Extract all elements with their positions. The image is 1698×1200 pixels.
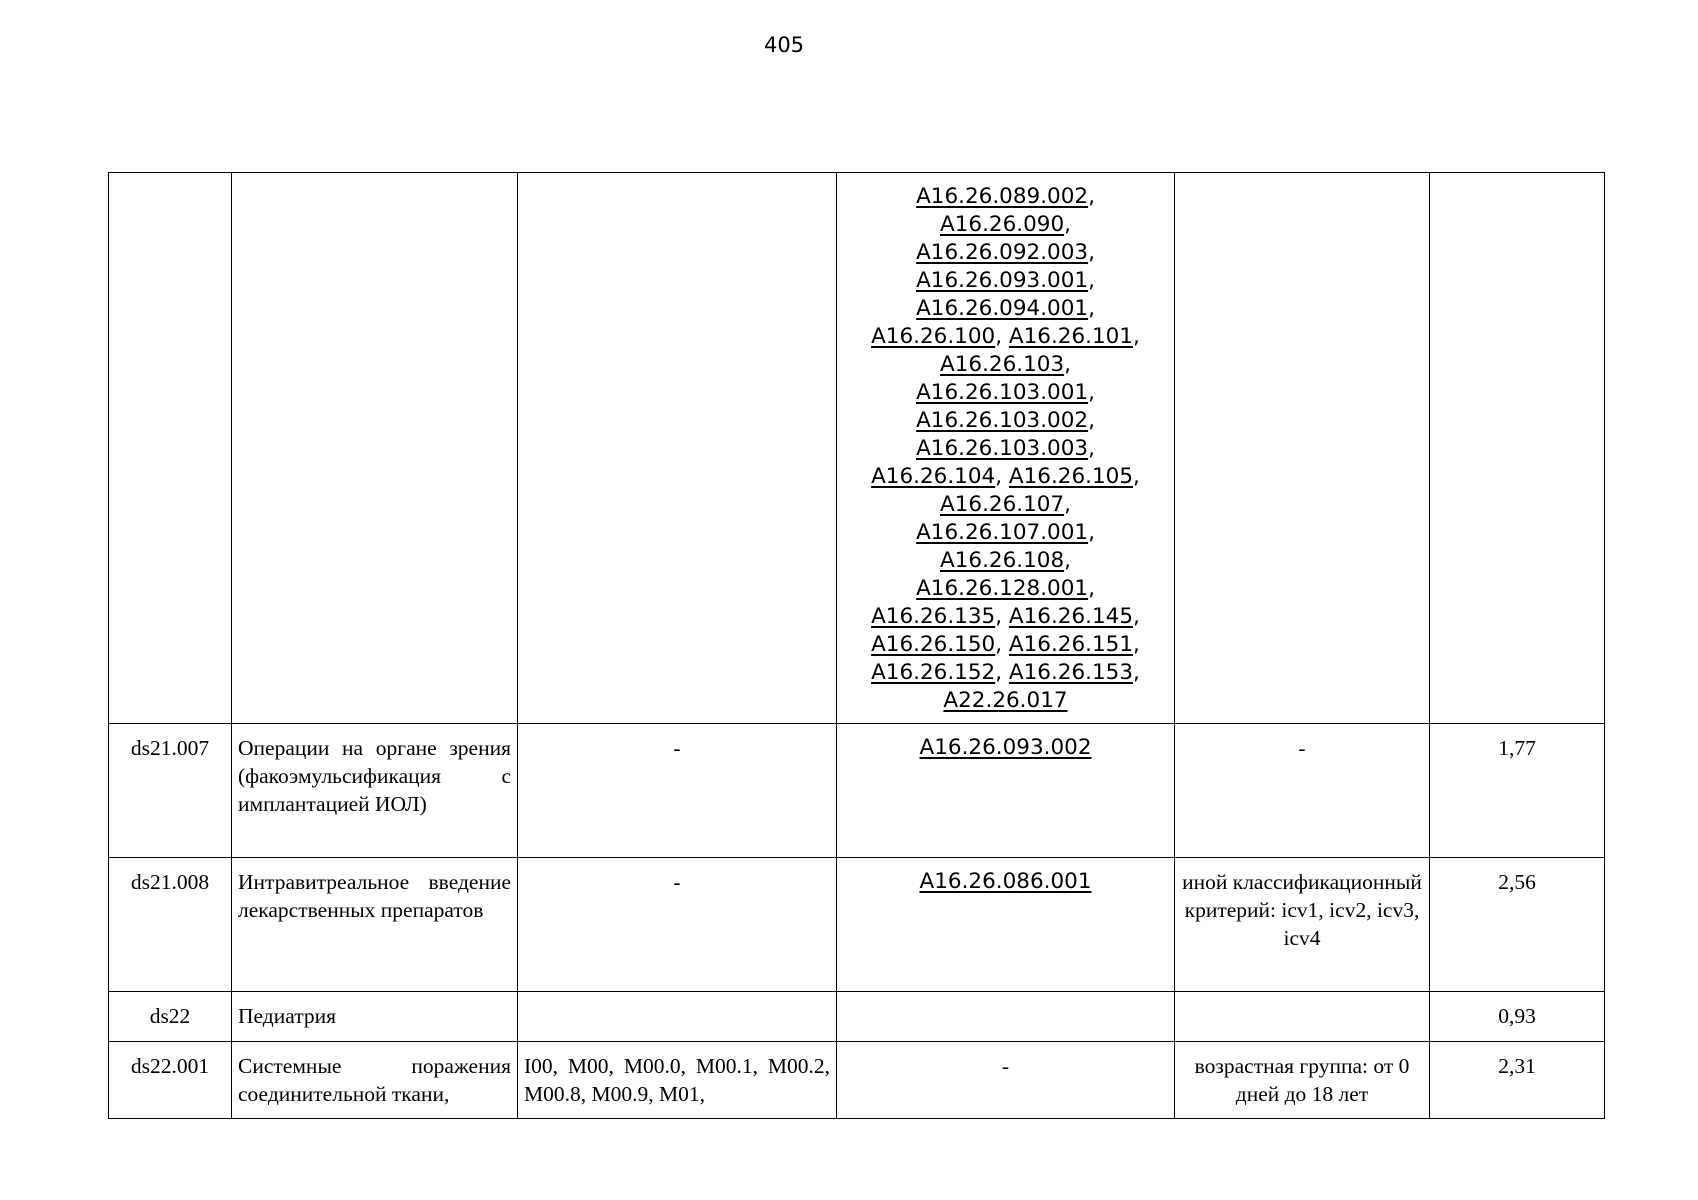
table-row — [109, 858, 1605, 992]
service-code-link[interactable]: А16.26.090 — [940, 212, 1065, 237]
service-code-line: А16.26.135, А16.26.145, — [871, 604, 1140, 629]
cell-coefficient: 2,31 — [1430, 1042, 1605, 1119]
service-code-line: А16.26.108, — [940, 548, 1071, 573]
service-code-link[interactable]: А16.26.128.001 — [916, 576, 1089, 601]
service-code-link[interactable]: А16.26.107.001 — [916, 520, 1089, 545]
cell-code — [109, 173, 232, 724]
service-code-link[interactable]: А16.26.108 — [940, 548, 1065, 573]
service-code-line: А16.26.103, — [940, 352, 1071, 377]
cell-diagnosis — [518, 992, 837, 1042]
table-row-continuation — [109, 173, 1605, 724]
cell-criterion — [1175, 173, 1430, 724]
service-code-link[interactable]: А16.26.100 — [871, 324, 996, 349]
cell-coefficient — [1430, 173, 1605, 724]
service-code-line: А16.26.128.001, — [916, 576, 1095, 601]
service-code-line: А16.26.094.001, — [916, 296, 1095, 321]
cell-criterion: возрастная группа: от 0 дней до 18 лет — [1175, 1042, 1430, 1119]
service-code-link[interactable]: А16.26.104 — [871, 464, 996, 489]
cell-diagnosis: I00, M00, M00.0, M00.1, M00.2, M00.8, M00.9, M01, — [518, 1042, 837, 1119]
service-code-line: А16.26.093.001, — [916, 268, 1095, 293]
service-code-link[interactable]: А16.26.107 — [940, 492, 1065, 517]
service-code-link[interactable]: А16.26.092.003 — [916, 240, 1089, 265]
cell-diagnosis: - — [518, 724, 837, 858]
cell-criterion: - — [1175, 724, 1430, 858]
cell-services — [837, 173, 1175, 724]
service-code-line: А16.26.107, — [940, 492, 1071, 517]
service-code-link[interactable]: А16.26.105 — [1008, 464, 1134, 489]
service-code-link[interactable]: А22.26.017 — [943, 688, 1068, 713]
service-code-line: А16.26.103.002, — [916, 408, 1095, 433]
service-code-link[interactable]: А16.26.086.001 — [919, 869, 1092, 894]
service-code-link[interactable]: А16.26.135 — [871, 604, 996, 629]
cell-criterion — [1175, 992, 1430, 1042]
service-code-link[interactable]: А16.26.093.001 — [916, 268, 1089, 293]
cell-criterion: иной классификационный критерий: icv1, icv2, icv3, icv4 — [1175, 858, 1430, 992]
service-code-link[interactable]: А16.26.145 — [1008, 604, 1134, 629]
tariff-table — [108, 172, 1605, 1119]
service-code-line: А16.26.092.003, — [916, 240, 1095, 265]
service-code-line: А16.26.100, А16.26.101, — [871, 324, 1140, 349]
service-code-line: А16.26.103.001, — [916, 380, 1095, 405]
cell-code: ds21.007 — [109, 724, 232, 858]
service-code-link[interactable]: А16.26.089.002 — [916, 184, 1089, 209]
cell-code: ds22 — [109, 992, 232, 1042]
cell-name: Системные поражения соединительной ткани, — [232, 1042, 518, 1119]
page-number: 405 — [763, 33, 805, 57]
service-code-link[interactable]: А16.26.101 — [1008, 324, 1134, 349]
service-code-line: А16.26.150, А16.26.151, — [871, 632, 1140, 657]
service-code-line: А16.26.107.001, — [916, 520, 1095, 545]
cell-service[interactable] — [837, 858, 1175, 992]
cell-name: Операции на органе зрения (факоэмульсификация с имплантацией ИОЛ) — [232, 724, 518, 858]
cell-diagnosis: - — [518, 858, 837, 992]
service-code-link[interactable]: А16.26.103.003 — [916, 436, 1089, 461]
service-code-link[interactable]: А16.26.151 — [1008, 632, 1134, 657]
cell-name — [232, 173, 518, 724]
service-code-link[interactable]: А16.26.153 — [1008, 660, 1134, 685]
service-code-line: А16.26.104, А16.26.105, — [871, 464, 1140, 489]
cell-name: Интравитреальное введение лекарственных препаратов — [232, 858, 518, 992]
service-code-link[interactable]: А16.26.093.002 — [919, 735, 1092, 760]
cell-service: - — [837, 1042, 1175, 1119]
table-row — [109, 724, 1605, 858]
table-row — [109, 992, 1605, 1042]
cell-service — [837, 992, 1175, 1042]
cell-diagnosis — [518, 173, 837, 724]
cell-code: ds21.008 — [109, 858, 232, 992]
cell-coefficient: 1,77 — [1430, 724, 1605, 858]
service-code-line: А16.26.103.003, — [916, 436, 1095, 461]
cell-name: Педиатрия — [232, 992, 518, 1042]
service-code-line: А16.26.090, — [940, 212, 1071, 237]
table-row — [109, 1042, 1605, 1119]
service-code-link[interactable]: А16.26.103.001 — [916, 380, 1089, 405]
service-code-link[interactable]: А16.26.152 — [871, 660, 996, 685]
service-code-line: А16.26.152, А16.26.153, — [871, 660, 1140, 685]
cell-coefficient: 2,56 — [1430, 858, 1605, 992]
cell-service[interactable] — [837, 724, 1175, 858]
service-code-line: А16.26.089.002, — [916, 184, 1095, 209]
cell-coefficient: 0,93 — [1430, 992, 1605, 1042]
service-code-link[interactable]: А16.26.103 — [940, 352, 1065, 377]
service-code-link[interactable]: А16.26.150 — [871, 632, 996, 657]
cell-code: ds22.001 — [109, 1042, 232, 1119]
service-code-link[interactable]: А16.26.103.002 — [916, 408, 1089, 433]
service-code-link[interactable]: А16.26.094.001 — [916, 296, 1089, 321]
service-code-line — [843, 687, 1168, 715]
